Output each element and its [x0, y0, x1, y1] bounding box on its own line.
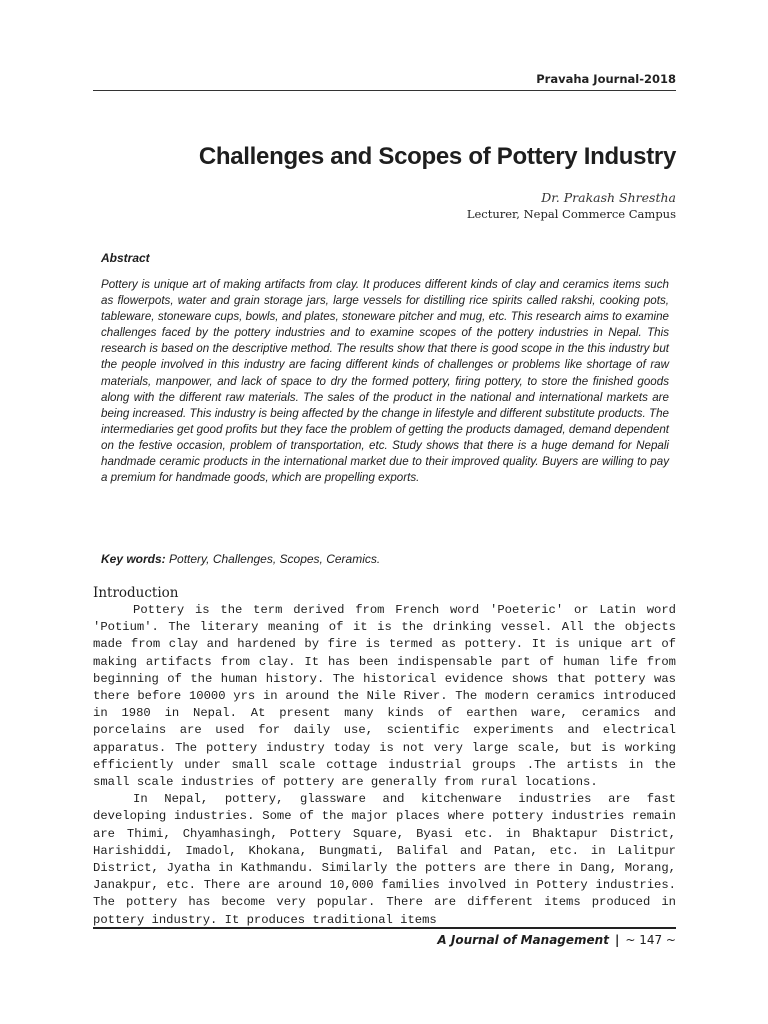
abstract-heading: Abstract — [101, 251, 150, 265]
running-header: Pravaha Journal-2018 — [536, 72, 676, 86]
footer-divider — [93, 927, 676, 929]
introduction-heading: Introduction — [93, 585, 179, 601]
author-affiliation: Lecturer, Nepal Commerce Campus — [466, 207, 676, 221]
page-footer — [93, 933, 676, 947]
article-title: Challenges and Scopes of Pottery Industry — [198, 143, 676, 170]
abstract-text: Pottery is unique art of making artifacts from clay. It produces different kinds of clay and ceramics items such as flowerpots, water and grain storage jars, large vessels for distilling rice spirits called rakshi, cooking pots, tableware, stoneware cups, bowls, and plates, stoneware pitcher and mug, etc. This research aims to examine challenges faced by the pottery industries and to examine scopes of the pottery industries in Nepal. This research is based on the descriptive method. The results show that there is good scope in the this industry but the people involved in this industry are facing different kinds of challenges or problems like shortage of raw materials, manpower, and lack of space to dry the formed pottery, firing pottery, to store the finished goods along with the different raw materials. The sales of the product in the national and international markets are being increased. This industry is being affected by the change in lifestyle and different substitute products. The intermediaries get good profits but they face the problem of getting the products damaged, demand dependent on the festive occasion, problem of transportation, etc. Study shows that there is a huge demand for Nepali handmade ceramic products in the international market due to their improved quality. Buyers are willing to pay a premium for handmade goods, which are propelling exports. — [101, 278, 669, 485]
intro-paragraph: Pottery is the term derived from French word 'Poeteric' or Latin word 'Potium'. The literary meaning of it is the drinking vessel. All the objects made from clay and hardened by fire is termed as pottery. It is unique art of making artifacts from clay. It has been indispensable part of human life from beginning of the human history. The historical evidence shows that pottery was there before 10000 yrs in around the Nile River. The modern ceramics introduced in 1980 in Nepal. At present many kinds of earthen ware, ceramics and porcelains are used for daily use, scientific experiments and electrical apparatus. The pottery industry today is not very large scale, but is working efficiently under small scale cottage industrial groups .The artists in the small scale industries of pottery are generally from rural locations. — [93, 603, 676, 790]
header-divider — [93, 90, 676, 91]
intro-paragraph: In Nepal, pottery, glassware and kitchenware industries are fast developing industries. Some of the major places where pottery industries remain are Thimi, Chyamhasingh, Pottery Square, Byasi etc. in Bhaktapur District, Harishiddi, Imadol, Khokana, Bungmati, Balifal and Patan, etc. in Lalitpur District, Jyatha in Kathmandu. Similarly the potters are there in Dang, Morang, Janakpur, etc. There are around 10,000 families involved in Pottery industries. The pottery has become very popular. There are different items produced in pottery industry. It produces traditional items — [93, 792, 676, 927]
footer-journal-name: A Journal of Management — [437, 933, 609, 947]
keywords-label: Key words: — [101, 552, 166, 566]
author-name: Dr. Prakash Shrestha — [541, 190, 676, 205]
footer-separator: | — [614, 933, 620, 947]
keywords — [101, 552, 669, 566]
keywords-list: Pottery, Challenges, Scopes, Ceramics. — [165, 552, 381, 566]
page-number: ~ 147 ~ — [625, 933, 676, 947]
introduction-body — [93, 602, 676, 929]
